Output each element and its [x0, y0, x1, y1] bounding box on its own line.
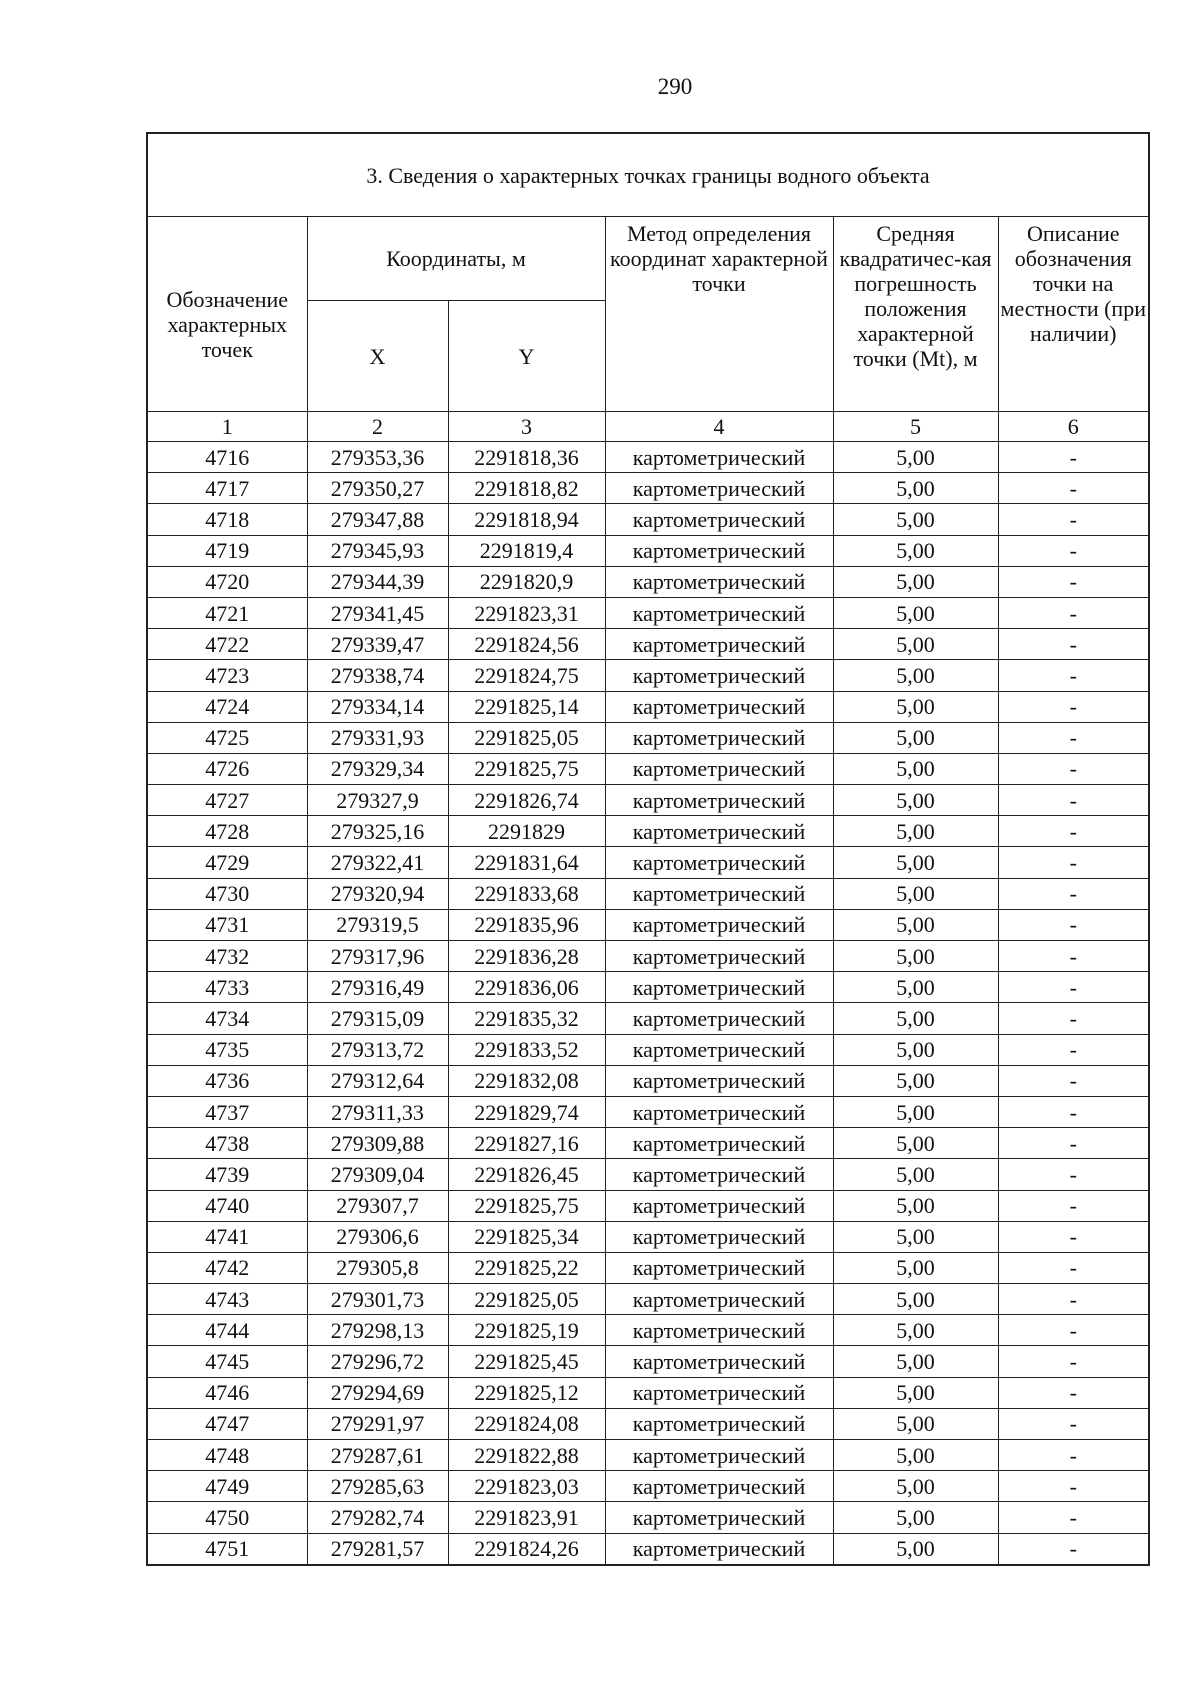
cell-error: 5,00	[833, 1128, 998, 1159]
table-row	[147, 504, 1149, 535]
cell-y: 2291825,45	[448, 1346, 605, 1377]
cell-x: 279316,49	[307, 972, 448, 1003]
cell-x: 279325,16	[307, 816, 448, 847]
cell-error: 5,00	[833, 722, 998, 753]
cell-error: 5,00	[833, 909, 998, 940]
cell-description: -	[998, 660, 1149, 691]
table-row	[147, 847, 1149, 878]
table-row	[147, 1159, 1149, 1190]
cell-error: 5,00	[833, 660, 998, 691]
cell-description: -	[998, 816, 1149, 847]
cell-description: -	[998, 1440, 1149, 1471]
cell-point: 4738	[147, 1128, 307, 1159]
column-number-row	[147, 412, 1149, 442]
cell-y: 2291824,08	[448, 1408, 605, 1439]
table-row	[147, 1471, 1149, 1502]
cell-error: 5,00	[833, 691, 998, 722]
cell-x: 279281,57	[307, 1533, 448, 1565]
cell-y: 2291825,19	[448, 1315, 605, 1346]
table-row	[147, 1003, 1149, 1034]
cell-method: картометрический	[605, 1377, 833, 1408]
cell-point: 4726	[147, 753, 307, 784]
table-title: 3. Сведения о характерных точках границы водного объекта	[147, 133, 1149, 217]
cell-method: картометрический	[605, 629, 833, 660]
cell-y: 2291823,91	[448, 1502, 605, 1533]
cell-method: картометрический	[605, 442, 833, 473]
cell-description: -	[998, 847, 1149, 878]
cell-description: -	[998, 1034, 1149, 1065]
cell-point: 4741	[147, 1221, 307, 1252]
cell-y: 2291827,16	[448, 1128, 605, 1159]
cell-method: картометрический	[605, 504, 833, 535]
cell-point: 4723	[147, 660, 307, 691]
cell-x: 279313,72	[307, 1034, 448, 1065]
table-row	[147, 1221, 1149, 1252]
cell-error: 5,00	[833, 629, 998, 660]
table-row	[147, 660, 1149, 691]
cell-error: 5,00	[833, 1221, 998, 1252]
cell-x: 279305,8	[307, 1252, 448, 1283]
cell-y: 2291825,12	[448, 1377, 605, 1408]
cell-method: картометрический	[605, 1190, 833, 1221]
cell-x: 279294,69	[307, 1377, 448, 1408]
cell-y: 2291831,64	[448, 847, 605, 878]
cell-point: 4721	[147, 597, 307, 628]
cell-error: 5,00	[833, 504, 998, 535]
cell-y: 2291824,75	[448, 660, 605, 691]
cell-method: картометрический	[605, 972, 833, 1003]
cell-point: 4733	[147, 972, 307, 1003]
table-row	[147, 878, 1149, 909]
cell-description: -	[998, 1159, 1149, 1190]
cell-description: -	[998, 1533, 1149, 1565]
cell-y: 2291833,52	[448, 1034, 605, 1065]
cell-method: картометрический	[605, 566, 833, 597]
cell-point: 4720	[147, 566, 307, 597]
cell-method: картометрический	[605, 1284, 833, 1315]
cell-description: -	[998, 442, 1149, 473]
cell-error: 5,00	[833, 535, 998, 566]
cell-x: 279317,96	[307, 941, 448, 972]
table-row	[147, 473, 1149, 504]
cell-x: 279307,7	[307, 1190, 448, 1221]
cell-y: 2291818,36	[448, 442, 605, 473]
cell-x: 279296,72	[307, 1346, 448, 1377]
cell-method: картометрический	[605, 941, 833, 972]
cell-method: картометрический	[605, 847, 833, 878]
cell-point: 4732	[147, 941, 307, 972]
cell-point: 4735	[147, 1034, 307, 1065]
cell-method: картометрический	[605, 878, 833, 909]
table-row	[147, 1128, 1149, 1159]
cell-x: 279309,04	[307, 1159, 448, 1190]
cell-x: 279339,47	[307, 629, 448, 660]
cell-method: картометрический	[605, 1346, 833, 1377]
cell-error: 5,00	[833, 1471, 998, 1502]
cell-x: 279315,09	[307, 1003, 448, 1034]
cell-y: 2291825,34	[448, 1221, 605, 1252]
cell-x: 279322,41	[307, 847, 448, 878]
cell-method: картометрический	[605, 816, 833, 847]
cell-error: 5,00	[833, 1533, 998, 1565]
cell-y: 2291825,14	[448, 691, 605, 722]
table-row	[147, 1440, 1149, 1471]
cell-x: 279331,93	[307, 722, 448, 753]
cell-description: -	[998, 1315, 1149, 1346]
boundary-points-table	[146, 132, 1150, 1566]
cell-y: 2291824,26	[448, 1533, 605, 1565]
cell-y: 2291836,28	[448, 941, 605, 972]
cell-x: 279285,63	[307, 1471, 448, 1502]
cell-point: 4716	[147, 442, 307, 473]
cell-point: 4724	[147, 691, 307, 722]
table-row	[147, 1408, 1149, 1439]
table-row	[147, 1346, 1149, 1377]
table-row	[147, 1096, 1149, 1127]
cell-error: 5,00	[833, 473, 998, 504]
cell-x: 279291,97	[307, 1408, 448, 1439]
page-number: 290	[657, 74, 693, 99]
table-row	[147, 785, 1149, 816]
cell-point: 4744	[147, 1315, 307, 1346]
cell-method: картометрический	[605, 473, 833, 504]
cell-x: 279311,33	[307, 1096, 448, 1127]
table-row	[147, 691, 1149, 722]
table-body	[147, 442, 1149, 1565]
cell-y: 2291825,05	[448, 722, 605, 753]
cell-error: 5,00	[833, 1190, 998, 1221]
cell-description: -	[998, 785, 1149, 816]
column-number: 2	[307, 412, 448, 442]
cell-x: 279345,93	[307, 535, 448, 566]
cell-method: картометрический	[605, 691, 833, 722]
cell-description: -	[998, 878, 1149, 909]
cell-method: картометрический	[605, 1159, 833, 1190]
table-row	[147, 972, 1149, 1003]
cell-method: картометрический	[605, 1221, 833, 1252]
table-row	[147, 816, 1149, 847]
cell-point: 4730	[147, 878, 307, 909]
cell-point: 4728	[147, 816, 307, 847]
cell-description: -	[998, 753, 1149, 784]
table-row	[147, 1315, 1149, 1346]
cell-description: -	[998, 504, 1149, 535]
cell-description: -	[998, 1128, 1149, 1159]
cell-method: картометрический	[605, 909, 833, 940]
cell-x: 279309,88	[307, 1128, 448, 1159]
header-method: Метод определения координат характерной точки	[605, 217, 833, 412]
cell-description: -	[998, 629, 1149, 660]
cell-description: -	[998, 1065, 1149, 1096]
cell-description: -	[998, 1003, 1149, 1034]
cell-point: 4742	[147, 1252, 307, 1283]
cell-x: 279347,88	[307, 504, 448, 535]
cell-y: 2291825,75	[448, 753, 605, 784]
cell-description: -	[998, 691, 1149, 722]
cell-x: 279338,74	[307, 660, 448, 691]
cell-method: картометрический	[605, 1471, 833, 1502]
cell-error: 5,00	[833, 1096, 998, 1127]
cell-description: -	[998, 1221, 1149, 1252]
table-row	[147, 941, 1149, 972]
cell-description: -	[998, 972, 1149, 1003]
cell-x: 279344,39	[307, 566, 448, 597]
cell-error: 5,00	[833, 1252, 998, 1283]
cell-error: 5,00	[833, 785, 998, 816]
header-coordinates: Координаты, м	[307, 217, 605, 301]
cell-description: -	[998, 597, 1149, 628]
cell-point: 4747	[147, 1408, 307, 1439]
cell-y: 2291820,9	[448, 566, 605, 597]
table-row	[147, 1377, 1149, 1408]
cell-point: 4731	[147, 909, 307, 940]
table-row	[147, 753, 1149, 784]
cell-method: картометрический	[605, 722, 833, 753]
cell-description: -	[998, 909, 1149, 940]
cell-x: 279312,64	[307, 1065, 448, 1096]
cell-error: 5,00	[833, 1502, 998, 1533]
cell-description: -	[998, 1096, 1149, 1127]
cell-error: 5,00	[833, 1034, 998, 1065]
cell-error: 5,00	[833, 1003, 998, 1034]
table-row	[147, 442, 1149, 473]
cell-point: 4751	[147, 1533, 307, 1565]
cell-method: картометрический	[605, 1502, 833, 1533]
cell-description: -	[998, 1502, 1149, 1533]
cell-point: 4719	[147, 535, 307, 566]
cell-description: -	[998, 535, 1149, 566]
cell-error: 5,00	[833, 442, 998, 473]
cell-method: картометрический	[605, 1315, 833, 1346]
cell-method: картометрический	[605, 1096, 833, 1127]
cell-method: картометрический	[605, 597, 833, 628]
cell-error: 5,00	[833, 1346, 998, 1377]
cell-point: 4743	[147, 1284, 307, 1315]
cell-y: 2291836,06	[448, 972, 605, 1003]
cell-point: 4746	[147, 1377, 307, 1408]
cell-method: картометрический	[605, 785, 833, 816]
cell-y: 2291826,45	[448, 1159, 605, 1190]
cell-error: 5,00	[833, 1284, 998, 1315]
table-row	[147, 1034, 1149, 1065]
cell-point: 4748	[147, 1440, 307, 1471]
cell-x: 279287,61	[307, 1440, 448, 1471]
cell-x: 279353,36	[307, 442, 448, 473]
table-row	[147, 566, 1149, 597]
column-number: 3	[448, 412, 605, 442]
cell-y: 2291833,68	[448, 878, 605, 909]
cell-point: 4736	[147, 1065, 307, 1096]
cell-error: 5,00	[833, 1377, 998, 1408]
cell-y: 2291825,22	[448, 1252, 605, 1283]
cell-point: 4729	[147, 847, 307, 878]
cell-point: 4745	[147, 1346, 307, 1377]
cell-x: 279327,9	[307, 785, 448, 816]
table-row	[147, 1533, 1149, 1565]
cell-error: 5,00	[833, 972, 998, 1003]
cell-x: 279301,73	[307, 1284, 448, 1315]
cell-error: 5,00	[833, 1408, 998, 1439]
table-row	[147, 1252, 1149, 1283]
header-description: Описание обозначения точки на местности (при наличии)	[998, 217, 1149, 412]
cell-description: -	[998, 1284, 1149, 1315]
table-row	[147, 909, 1149, 940]
cell-error: 5,00	[833, 1440, 998, 1471]
cell-method: картометрический	[605, 1408, 833, 1439]
cell-method: картометрический	[605, 1034, 833, 1065]
cell-description: -	[998, 722, 1149, 753]
column-number: 6	[998, 412, 1149, 442]
cell-y: 2291825,05	[448, 1284, 605, 1315]
cell-description: -	[998, 1252, 1149, 1283]
cell-x: 279320,94	[307, 878, 448, 909]
cell-description: -	[998, 566, 1149, 597]
cell-description: -	[998, 473, 1149, 504]
table-row	[147, 1190, 1149, 1221]
column-number: 5	[833, 412, 998, 442]
cell-y: 2291826,74	[448, 785, 605, 816]
table-row	[147, 1284, 1149, 1315]
cell-y: 2291818,82	[448, 473, 605, 504]
cell-y: 2291819,4	[448, 535, 605, 566]
cell-y: 2291825,75	[448, 1190, 605, 1221]
cell-x: 279306,6	[307, 1221, 448, 1252]
cell-method: картометрический	[605, 660, 833, 691]
cell-point: 4739	[147, 1159, 307, 1190]
cell-point: 4727	[147, 785, 307, 816]
cell-method: картометрический	[605, 1128, 833, 1159]
column-number: 1	[147, 412, 307, 442]
cell-error: 5,00	[833, 566, 998, 597]
cell-y: 2291823,31	[448, 597, 605, 628]
column-number: 4	[605, 412, 833, 442]
cell-description: -	[998, 1190, 1149, 1221]
cell-error: 5,00	[833, 1315, 998, 1346]
cell-point: 4737	[147, 1096, 307, 1127]
table-row	[147, 629, 1149, 660]
cell-error: 5,00	[833, 941, 998, 972]
cell-y: 2291823,03	[448, 1471, 605, 1502]
cell-y: 2291822,88	[448, 1440, 605, 1471]
cell-description: -	[998, 1346, 1149, 1377]
cell-method: картометрический	[605, 535, 833, 566]
cell-y: 2291835,96	[448, 909, 605, 940]
table-row	[147, 722, 1149, 753]
cell-description: -	[998, 941, 1149, 972]
cell-error: 5,00	[833, 878, 998, 909]
cell-x: 279298,13	[307, 1315, 448, 1346]
cell-point: 4722	[147, 629, 307, 660]
cell-method: картометрический	[605, 1533, 833, 1565]
cell-error: 5,00	[833, 847, 998, 878]
cell-point: 4718	[147, 504, 307, 535]
cell-y: 2291818,94	[448, 504, 605, 535]
cell-point: 4717	[147, 473, 307, 504]
cell-x: 279350,27	[307, 473, 448, 504]
cell-point: 4740	[147, 1190, 307, 1221]
table-row	[147, 535, 1149, 566]
table-row	[147, 1065, 1149, 1096]
header-x: X	[307, 301, 448, 412]
cell-y: 2291824,56	[448, 629, 605, 660]
table-row	[147, 597, 1149, 628]
cell-y: 2291832,08	[448, 1065, 605, 1096]
cell-method: картометрический	[605, 1252, 833, 1283]
cell-error: 5,00	[833, 816, 998, 847]
cell-point: 4749	[147, 1471, 307, 1502]
cell-point: 4725	[147, 722, 307, 753]
cell-description: -	[998, 1471, 1149, 1502]
cell-error: 5,00	[833, 1065, 998, 1096]
cell-y: 2291829	[448, 816, 605, 847]
cell-x: 279329,34	[307, 753, 448, 784]
cell-y: 2291835,32	[448, 1003, 605, 1034]
header-point: Обозначение характерных точек	[147, 217, 307, 412]
cell-y: 2291829,74	[448, 1096, 605, 1127]
cell-error: 5,00	[833, 597, 998, 628]
cell-method: картометрический	[605, 753, 833, 784]
cell-description: -	[998, 1377, 1149, 1408]
cell-point: 4734	[147, 1003, 307, 1034]
cell-error: 5,00	[833, 1159, 998, 1190]
cell-x: 279319,5	[307, 909, 448, 940]
cell-point: 4750	[147, 1502, 307, 1533]
cell-x: 279341,45	[307, 597, 448, 628]
cell-error: 5,00	[833, 753, 998, 784]
table-row	[147, 1502, 1149, 1533]
cell-method: картометрический	[605, 1003, 833, 1034]
cell-method: картометрический	[605, 1065, 833, 1096]
cell-x: 279334,14	[307, 691, 448, 722]
cell-x: 279282,74	[307, 1502, 448, 1533]
cell-description: -	[998, 1408, 1149, 1439]
header-error: Средняя квадратичес-кая погрешность положения характерной точки (Mt), м	[833, 217, 998, 412]
header-y: Y	[448, 301, 605, 412]
cell-method: картометрический	[605, 1440, 833, 1471]
